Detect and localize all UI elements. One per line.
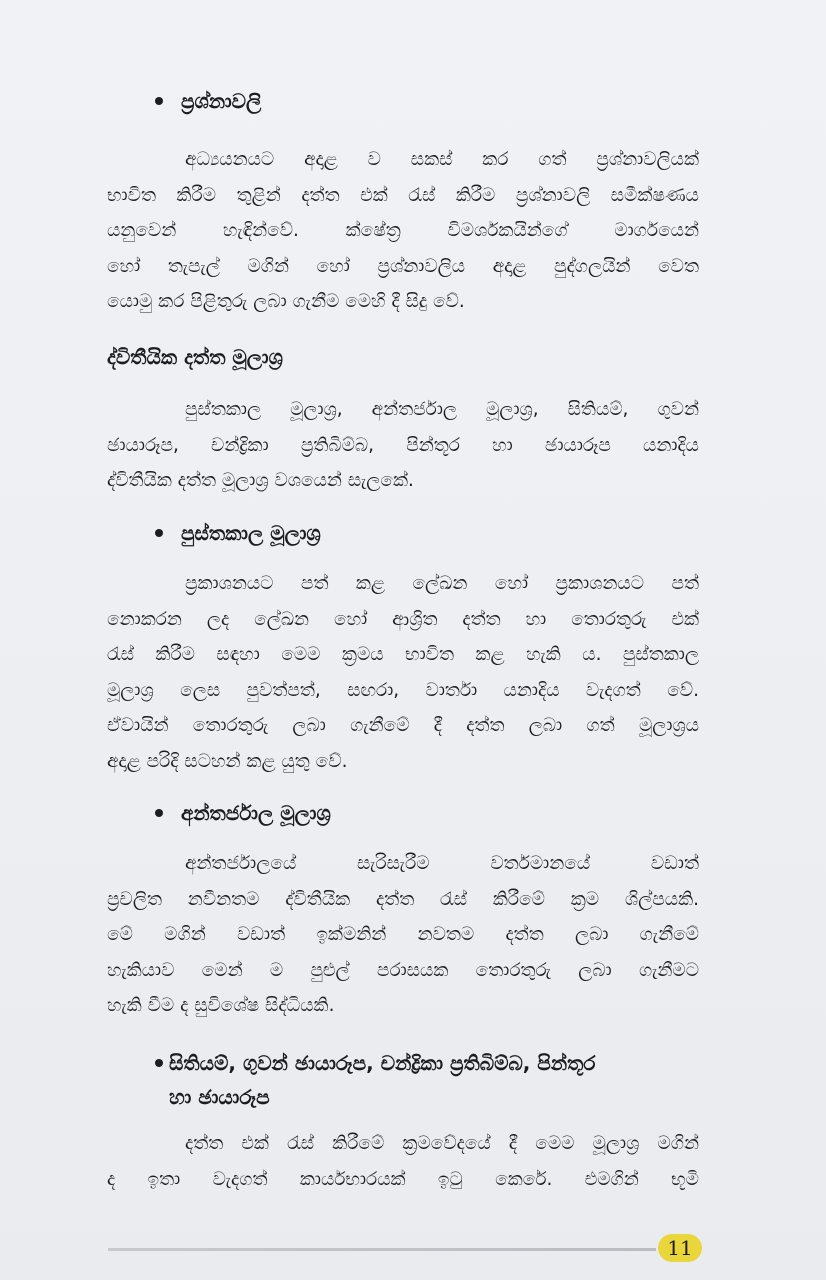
text-line: හැකියාව මෙන් ම පුළුල් පරාසයක තොරතුරු ලබා ගැනීමට xyxy=(107,959,699,981)
text-line: පුස්තකාල මූලාශ්‍ර, අන්තර්ජාල මූලාශ්‍ර, සිතියම්, ගුවන් xyxy=(185,399,699,420)
paragraph-secondary-sources xyxy=(107,392,699,499)
section-heading-secondary-sources: ද්විතීයික දත්ත මූලාශ්‍ර xyxy=(107,345,283,369)
text-line: ප්‍රචලිත නවීනතම ද්විතීයික දත්ත රැස් කිරීමේ ක්‍රම ශිල්පයකි. xyxy=(107,888,699,910)
text-line: අදාළ පරිදි සටහන් කළ යුතු වේ. xyxy=(107,750,348,772)
text-line: අන්තර්ජාලයේ සැරිසැරීම වර්තමානයේ වඩාත් xyxy=(185,853,699,874)
text-line: භාවිත කිරීම තුළින් දත්ත එක් රැස් කිරීම ප්‍රශ්නාවලි සමීක්ෂණය xyxy=(107,184,699,206)
text-line: ද්විතීයික දත්ත මූලාශ්‍ර වශයෙන් සැලකේ. xyxy=(107,470,414,491)
text-line: යොමු කර පිළිතුරු ලබා ගැනීම මෙහි දී සිදු වේ. xyxy=(107,291,465,312)
bullet-heading-library-sources xyxy=(155,518,321,548)
page-number-badge: 11 xyxy=(658,1234,702,1262)
text-line: නොකරන ලද ලේඛන හෝ ආශ්‍රිත දත්ත හා තොරතුරු එක් xyxy=(107,608,699,630)
bullet-heading-internet-sources xyxy=(155,798,331,828)
text-line: ප්‍රකාශනයට පත් කළ ලේඛන හෝ ප්‍රකාශනයට පත් xyxy=(185,573,699,594)
text-line: ඡායාරූප, චන්ද්‍රිකා ප්‍රතිබිම්බ, පින්තූර හා ඡායාරූප යනාදිය xyxy=(107,434,699,456)
bullet-heading-text: අන්තර්ජාල මූලාශ්‍ර xyxy=(181,801,331,825)
text-line: දත්ත එක් රැස් කිරීමේ ක්‍රමවේදයේ දී මෙම මූලාශ්‍ර මගින් xyxy=(185,1133,699,1154)
bullet-icon xyxy=(155,97,163,105)
text-line: යනුවෙන් හැඳින්වේ. ක්ෂේත්‍ර විමර්ශකයින්ගේ මාර්ගයෙන් xyxy=(107,220,699,241)
bullet-heading-text: සිතියම්, ගුවන් ඡායාරූප, චන්ද්‍රිකා ප්‍රතිබිම්බ, පින්තූර xyxy=(169,1051,596,1075)
bullet-icon xyxy=(155,529,163,537)
text-line: හැකි වීම ද සුවිශේෂ සිද්ධියකි. xyxy=(107,995,335,1016)
text-line: ද ඉතා වැදගත් කාර්යභාරයක් ඉටු කෙරේ. එමගින් භූමි xyxy=(107,1168,699,1190)
text-line: ඒවායින් තොරතුරු ලබා ගැනීමේ දී දත්ත ලබා ගත් මූලාශ්‍රය xyxy=(107,715,699,736)
text-line: මූලාශ්‍ර ලෙස පුවත්පත්, සඟරා, වාර්තා යනාදිය වැදගත් වේ. xyxy=(107,679,699,701)
bullet-heading-text: ප්‍රශ්නාවලි xyxy=(181,89,262,113)
bullet-icon xyxy=(155,809,163,817)
bullet-heading-text-continued: හා ඡායාරූප xyxy=(169,1085,270,1109)
paragraph-questionnaire xyxy=(107,142,699,320)
paragraph-library-sources xyxy=(107,566,699,779)
text-line: මේ මගින් වඩාත් ඉක්මනින් නවතම දත්ත ලබා ගැනීමේ xyxy=(107,924,699,945)
paragraph-internet-sources xyxy=(107,846,699,1024)
footer-rule xyxy=(108,1248,656,1251)
paragraph-maps-images xyxy=(107,1126,699,1197)
bullet-heading-questionnaire xyxy=(155,86,261,116)
bullet-heading-maps-images xyxy=(155,1048,595,1078)
bullet-icon xyxy=(155,1059,163,1067)
text-line: රැස් කිරීම සඳහා මෙම ක්‍රමය භාවිත කළ හැකි ය. පුස්තකාල xyxy=(107,644,699,665)
text-line: අධ්‍යයනයට අදාළ ව සකස් කර ගත් ප්‍රශ්නාවලියක් xyxy=(185,149,699,170)
text-line: හෝ තැපැල් මගින් හෝ ප්‍රශ්නාවලිය අදාළ පුද්ගලයින් වෙත xyxy=(107,255,699,277)
bullet-heading-text: පුස්තකාල මූලාශ්‍ර xyxy=(181,521,321,545)
